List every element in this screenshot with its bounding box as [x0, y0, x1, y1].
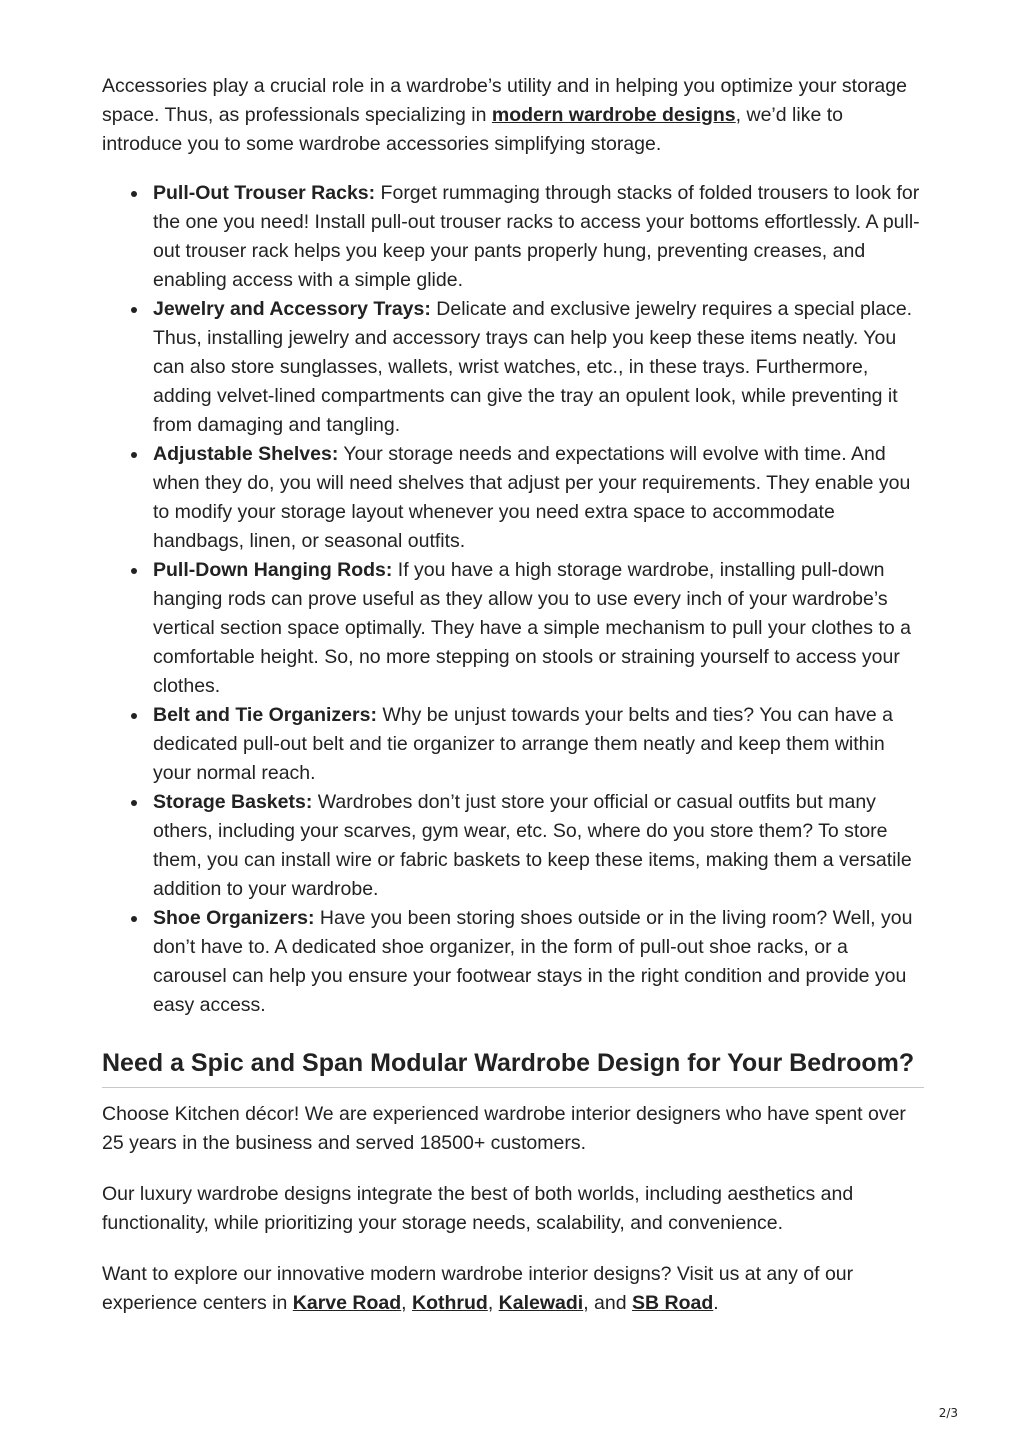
separator: , — [401, 1292, 412, 1314]
item-text: Wardrobes don’t just store your official or casual outfits but many others, including your scarves, gym wear, etc. So, where do you store them? To store them, you can install wire or fabric baskets to keep these items, making them a versatile addition to your wardrobe. — [153, 791, 912, 900]
explore-text: Want to explore our innovative modern wardrobe interior designs? Visit us at any of our experience centers in — [102, 1263, 854, 1314]
item-title: Adjustable Shelves: — [153, 443, 339, 465]
choose-kitchen-decor-paragraph: Choose Kitchen décor! We are experienced wardrobe interior designers who have spent over 25 years in the business and served 18500+ customers. — [102, 1103, 906, 1154]
intro-text-end: , we’d like to introduce you to some wardrobe accessories simplifying storage. — [102, 104, 843, 155]
karve-road-link[interactable]: Karve Road — [292, 1292, 402, 1314]
bullet-icon — [131, 452, 137, 458]
kothrud-link[interactable]: Kothrud — [412, 1292, 488, 1314]
item-text: If you have a high storage wardrobe, installing pull-down hanging rods can prove useful as they allow you to use every inch of your wardrobe’s vertical section space optimally. They have a simple mechanism to pull your clothes to a comfortable height. So, no more stepping on stools or straining yourself to access your clothes. — [153, 559, 911, 697]
bullet-icon — [131, 191, 137, 197]
list-item — [153, 788, 924, 904]
bullet-icon — [131, 916, 137, 922]
bullet-icon — [131, 713, 137, 719]
bullet-icon — [131, 307, 137, 313]
item-text: Delicate and exclusive jewelry requires a special place. Thus, installing jewelry and accessory trays can help you keep these items neatly. You can also store sunglasses, wallets, wrist watches, etc., in these trays. Furthermore, adding velvet-lined compartments can give the tray an opulent look, while preventing it from damaging and tangling. — [153, 298, 913, 436]
experience-centers-paragraph — [102, 1260, 924, 1318]
item-text: Your storage needs and expectations will evolve with time. And when they do, you will need shelves that adjust per your requirements. They enable you to modify your storage layout whenever you need extra space to accommodate handbags, linen, or seasonal outfits. — [153, 443, 911, 552]
separator: , and — [583, 1292, 632, 1314]
document-body — [102, 72, 924, 1318]
kalewadi-link[interactable]: Kalewadi — [498, 1292, 584, 1314]
bullet-icon — [131, 800, 137, 806]
sb-road-link[interactable]: SB Road — [632, 1292, 714, 1314]
list-item — [153, 904, 924, 1020]
intro-paragraph — [102, 72, 924, 159]
list-item — [153, 701, 924, 788]
item-title: Pull-Down Hanging Rods: — [153, 559, 393, 581]
item-text: Have you been storing shoes outside or in the living room? Well, you don’t have to. A dedicated shoe organizer, in the form of pull-out shoe racks, or a carousel can help you ensure your footwear stays in the right condition and provide you easy access. — [153, 907, 913, 1016]
item-text: Forget rummaging through stacks of folded trousers to look for the one you need! Install pull-out trouser racks to access your bottoms effortlessly. A pull-out trouser rack helps you keep your pants properly hung, preventing creases, and enabling access with a simple glide. — [153, 182, 920, 291]
accessories-list — [102, 179, 924, 1020]
page-number: 2/3 — [938, 1406, 958, 1420]
separator: , — [487, 1292, 499, 1314]
list-item — [153, 179, 924, 295]
luxury-designs-paragraph: Our luxury wardrobe designs integrate the best of both worlds, including aesthetics and functionality, while prioritizing your storage needs, scalability, and convenience. — [102, 1183, 854, 1234]
item-title: Storage Baskets: — [153, 791, 313, 813]
item-title: Shoe Organizers: — [153, 907, 315, 929]
modern-wardrobe-designs-link[interactable]: modern wardrobe designs — [491, 104, 736, 126]
period: . — [713, 1292, 719, 1314]
item-title: Belt and Tie Organizers: — [153, 704, 377, 726]
item-title: Jewelry and Accessory Trays: — [153, 298, 431, 320]
item-text: Why be unjust towards your belts and ties? You can have a dedicated pull-out belt and tie organizer to arrange them neatly and keep them within your normal reach. — [153, 704, 893, 784]
item-title: Pull-Out Trouser Racks: — [153, 182, 376, 204]
bullet-icon — [131, 568, 137, 574]
list-item — [153, 295, 924, 440]
intro-text: Accessories play a crucial role in a wardrobe’s utility and in helping you optimize your storage space. Thus, as professionals specializing in — [102, 75, 907, 126]
section-heading: Need a Spic and Span Modular Wardrobe Design for Your Bedroom? — [102, 1048, 924, 1088]
list-item — [153, 556, 924, 701]
list-item — [153, 440, 924, 556]
